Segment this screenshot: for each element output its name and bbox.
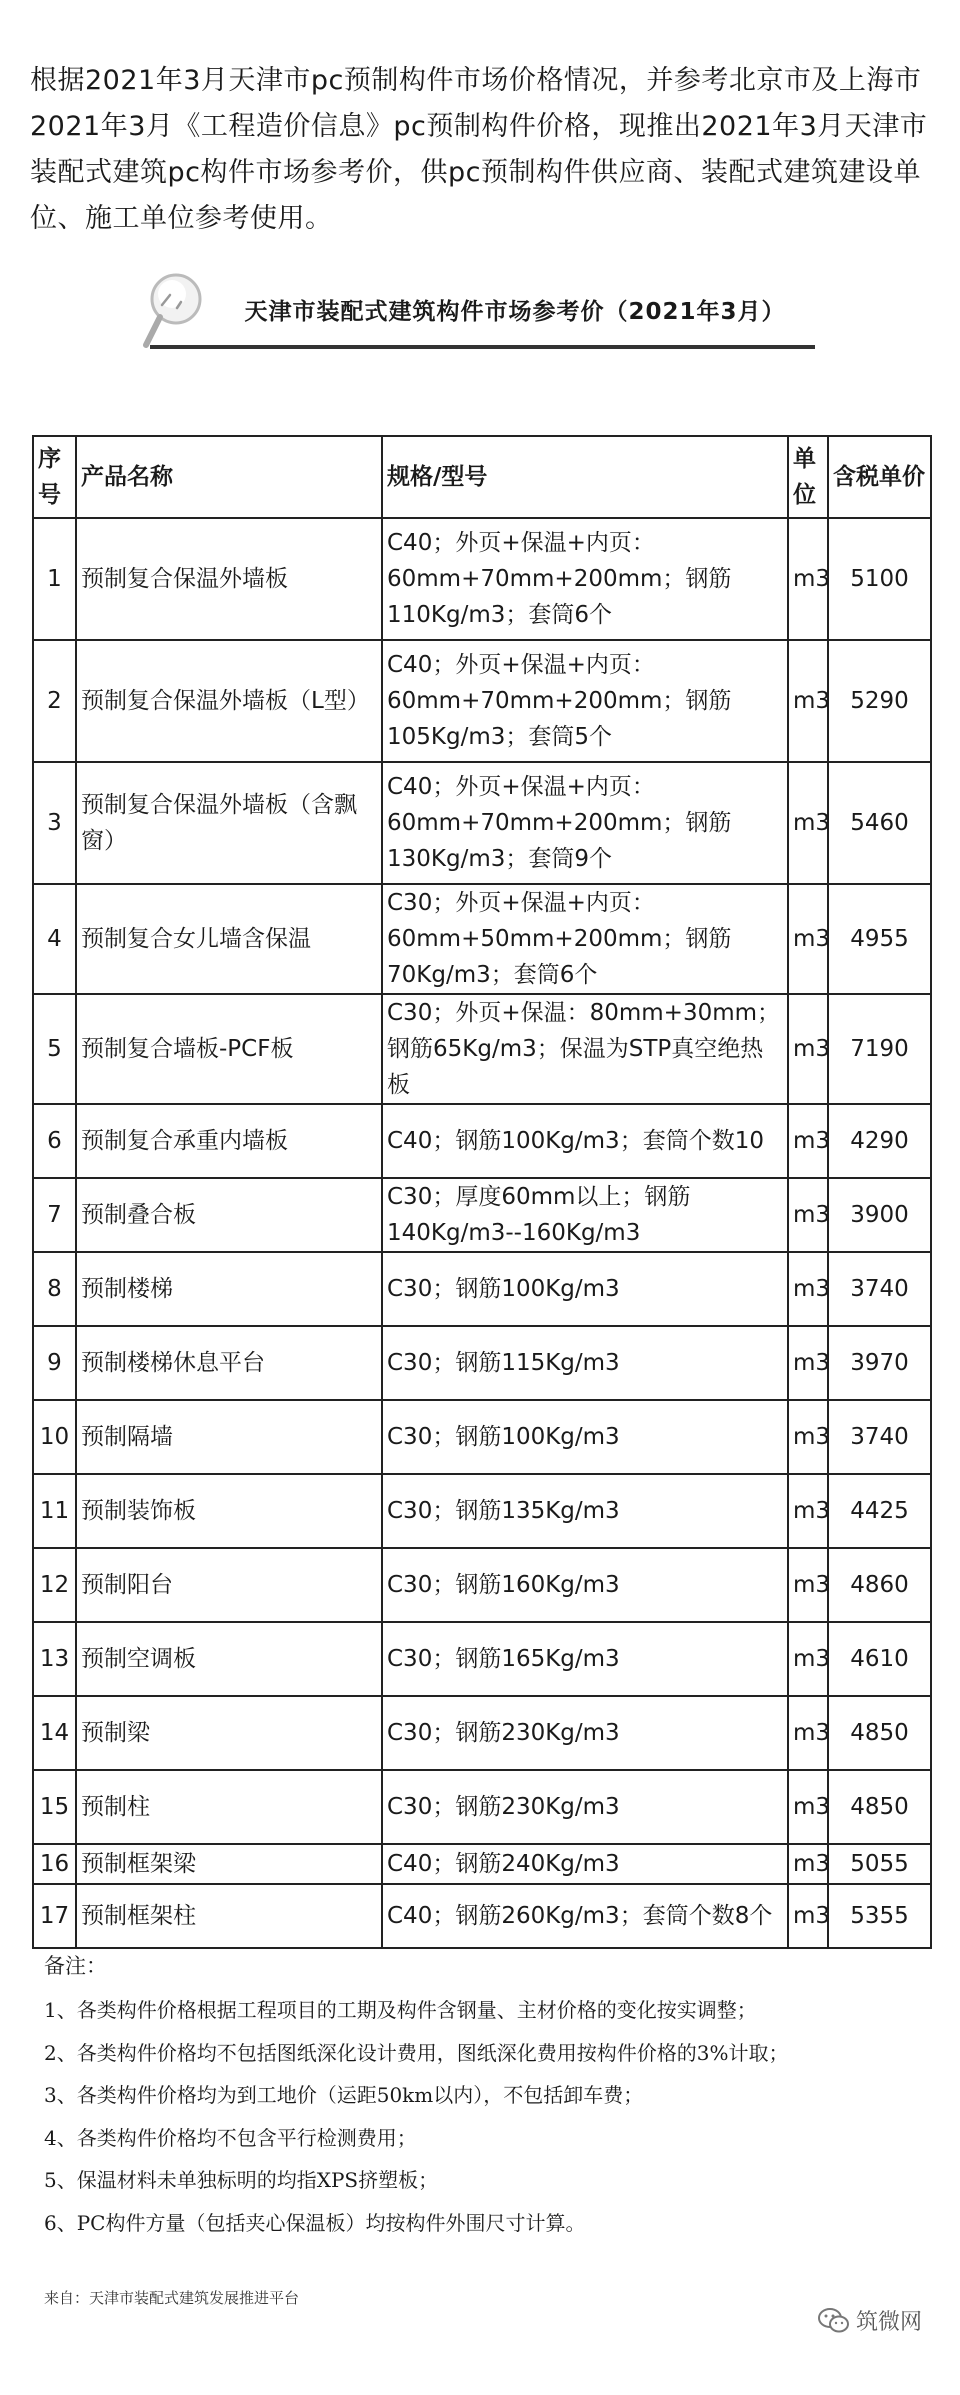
- cell-spec: C30；钢筋230Kg/m3: [382, 1770, 788, 1844]
- header-price: 含税单价: [828, 436, 931, 518]
- intro-paragraph: 根据2021年3月天津市pc预制构件市场价格情况，并参考北京市及上海市2021年3月《工程造价信息》pc预制构件价格，现推出2021年3月天津市装配式建筑pc构件市场参考价，供pc预制构件供应商、装配式建筑建设单位、施工单位参考使用。: [30, 65, 928, 234]
- cell-product-name: 预制复合保温外墙板（含飘窗）: [76, 762, 382, 884]
- table-row: [33, 640, 931, 762]
- cell-price: 5100: [828, 518, 931, 640]
- cell-no: 9: [33, 1326, 76, 1400]
- source-credit: 来自：天津市装配式建筑发展推进平台: [44, 2289, 300, 2307]
- cell-product-name: 预制梁: [76, 1696, 382, 1770]
- table-row: [33, 762, 931, 884]
- cell-unit: m3: [788, 518, 828, 640]
- cell-spec: C30；钢筋165Kg/m3: [382, 1622, 788, 1696]
- table-title-block: [140, 265, 820, 355]
- cell-unit: m3: [788, 1770, 828, 1844]
- cell-price: 4860: [828, 1548, 931, 1622]
- table-row: [33, 1622, 931, 1696]
- cell-unit: m3: [788, 1326, 828, 1400]
- cell-price: 5460: [828, 762, 931, 884]
- cell-no: 15: [33, 1770, 76, 1844]
- cell-price: 5290: [828, 640, 931, 762]
- cell-unit: m3: [788, 994, 828, 1104]
- cell-price: 3740: [828, 1400, 931, 1474]
- table-row: [33, 1104, 931, 1178]
- cell-no: 1: [33, 518, 76, 640]
- cell-spec: C30；钢筋135Kg/m3: [382, 1474, 788, 1548]
- cell-product-name: 预制复合保温外墙板（L型）: [76, 640, 382, 762]
- cell-product-name: 预制隔墙: [76, 1400, 382, 1474]
- cell-unit: m3: [788, 1474, 828, 1548]
- cell-product-name: 预制框架梁: [76, 1844, 382, 1884]
- cell-unit: m3: [788, 762, 828, 884]
- cell-price: 5355: [828, 1884, 931, 1948]
- cell-product-name: 预制叠合板: [76, 1178, 382, 1252]
- note-item: 3、各类构件价格均为到工地价（运距50km以内），不包括卸车费；: [44, 2083, 644, 2107]
- table-title: 天津市装配式建筑构件市场参考价（2021年3月）: [244, 299, 786, 325]
- notes-heading: 备注：: [44, 1954, 107, 1978]
- note-item: 6、PC构件方量（包括夹心保温板）均按构件外围尺寸计算。: [44, 2210, 586, 2235]
- table-row: [33, 994, 931, 1104]
- cell-price: 3900: [828, 1178, 931, 1252]
- cell-no: 13: [33, 1622, 76, 1696]
- cell-price: 4425: [828, 1474, 931, 1548]
- table-row: [33, 518, 931, 640]
- note-item: 5、保温材料未单独标明的均指XPS挤塑板；: [44, 2168, 439, 2192]
- cell-spec: C40；外页+保温+内页：60mm+70mm+200mm；钢筋130Kg/m3；套筒9个: [382, 762, 788, 884]
- cell-price: 4290: [828, 1104, 931, 1178]
- table-row: [33, 1400, 931, 1474]
- notes-section: [44, 1946, 934, 2245]
- cell-price: 4850: [828, 1770, 931, 1844]
- cell-unit: m3: [788, 1104, 828, 1178]
- cell-product-name: 预制空调板: [76, 1622, 382, 1696]
- cell-no: 17: [33, 1884, 76, 1948]
- cell-price: 7190: [828, 994, 931, 1104]
- cell-unit: m3: [788, 1622, 828, 1696]
- cell-price: 5055: [828, 1844, 931, 1884]
- header-unit: 单位: [788, 436, 828, 518]
- cell-unit: m3: [788, 1548, 828, 1622]
- note-item: 2、各类构件价格均不包括图纸深化设计费用，图纸深化费用按构件价格的3%计取；: [44, 2040, 789, 2065]
- table-row: [33, 1474, 931, 1548]
- cell-unit: m3: [788, 884, 828, 994]
- wechat-icon: [818, 2308, 850, 2334]
- table-row: [33, 1844, 931, 1884]
- cell-spec: C40；钢筋240Kg/m3: [382, 1844, 788, 1884]
- header-name: 产品名称: [76, 436, 382, 518]
- cell-unit: m3: [788, 1696, 828, 1770]
- cell-product-name: 预制柱: [76, 1770, 382, 1844]
- cell-no: 5: [33, 994, 76, 1104]
- cell-spec: C30；外页+保温：80mm+30mm；钢筋65Kg/m3；保温为STP真空绝热板: [382, 994, 788, 1104]
- cell-spec: C30；钢筋115Kg/m3: [382, 1326, 788, 1400]
- cell-unit: m3: [788, 640, 828, 762]
- cell-spec: C40；外页+保温+内页：60mm+70mm+200mm；钢筋105Kg/m3；套筒5个: [382, 640, 788, 762]
- title-underline: [150, 345, 815, 349]
- table-row: [33, 1696, 931, 1770]
- table-row: [33, 1326, 931, 1400]
- cell-price: 4850: [828, 1696, 931, 1770]
- cell-no: 3: [33, 762, 76, 884]
- cell-no: 14: [33, 1696, 76, 1770]
- cell-spec: C40；外页+保温+内页：60mm+70mm+200mm；钢筋110Kg/m3；套筒6个: [382, 518, 788, 640]
- cell-product-name: 预制阳台: [76, 1548, 382, 1622]
- table-row: [33, 1884, 931, 1948]
- table-row: [33, 884, 931, 994]
- cell-spec: C30；钢筋230Kg/m3: [382, 1696, 788, 1770]
- table-body: [33, 518, 931, 1948]
- table-row: [33, 1178, 931, 1252]
- cell-no: 4: [33, 884, 76, 994]
- cell-product-name: 预制框架柱: [76, 1884, 382, 1948]
- cell-no: 11: [33, 1474, 76, 1548]
- header-spec: 规格/型号: [382, 436, 788, 518]
- cell-spec: C30；钢筋100Kg/m3: [382, 1252, 788, 1326]
- table-row: [33, 1548, 931, 1622]
- note-item: 4、各类构件价格均不包含平行检测费用；: [44, 2125, 417, 2150]
- cell-price: 3970: [828, 1326, 931, 1400]
- cell-product-name: 预制复合女儿墙含保温: [76, 884, 382, 994]
- price-table: [32, 435, 932, 1949]
- cell-unit: m3: [788, 1178, 828, 1252]
- cell-spec: C30；外页+保温+内页：60mm+50mm+200mm；钢筋70Kg/m3；套筒6个: [382, 884, 788, 994]
- cell-price: 4955: [828, 884, 931, 994]
- cell-no: 6: [33, 1104, 76, 1178]
- cell-price: 3740: [828, 1252, 931, 1326]
- table-row: [33, 1770, 931, 1844]
- cell-unit: m3: [788, 1400, 828, 1474]
- cell-spec: C40；钢筋100Kg/m3；套筒个数10: [382, 1104, 788, 1178]
- table-row: [33, 1252, 931, 1326]
- watermark: [818, 2305, 922, 2336]
- cell-product-name: 预制复合保温外墙板: [76, 518, 382, 640]
- cell-no: 10: [33, 1400, 76, 1474]
- table-header-row: [33, 436, 931, 518]
- cell-spec: C30；厚度60mm以上；钢筋140Kg/m3--160Kg/m3: [382, 1178, 788, 1252]
- cell-unit: m3: [788, 1844, 828, 1884]
- cell-spec: C40；钢筋260Kg/m3；套筒个数8个: [382, 1884, 788, 1948]
- cell-no: 7: [33, 1178, 76, 1252]
- cell-product-name: 预制装饰板: [76, 1474, 382, 1548]
- cell-no: 2: [33, 640, 76, 762]
- cell-product-name: 预制复合承重内墙板: [76, 1104, 382, 1178]
- cell-product-name: 预制复合墙板-PCF板: [76, 994, 382, 1104]
- watermark-text: 筑微网: [856, 2310, 923, 2335]
- cell-no: 8: [33, 1252, 76, 1326]
- cell-unit: m3: [788, 1884, 828, 1948]
- cell-product-name: 预制楼梯休息平台: [76, 1326, 382, 1400]
- cell-price: 4610: [828, 1622, 931, 1696]
- cell-spec: C30；钢筋100Kg/m3: [382, 1400, 788, 1474]
- header-no: 序号: [33, 436, 76, 518]
- cell-unit: m3: [788, 1252, 828, 1326]
- cell-spec: C30；钢筋160Kg/m3: [382, 1548, 788, 1622]
- note-item: 1、各类构件价格根据工程项目的工期及构件含钢量、主材价格的变化按实调整；: [44, 1998, 757, 2022]
- cell-no: 16: [33, 1844, 76, 1884]
- cell-product-name: 预制楼梯: [76, 1252, 382, 1326]
- cell-no: 12: [33, 1548, 76, 1622]
